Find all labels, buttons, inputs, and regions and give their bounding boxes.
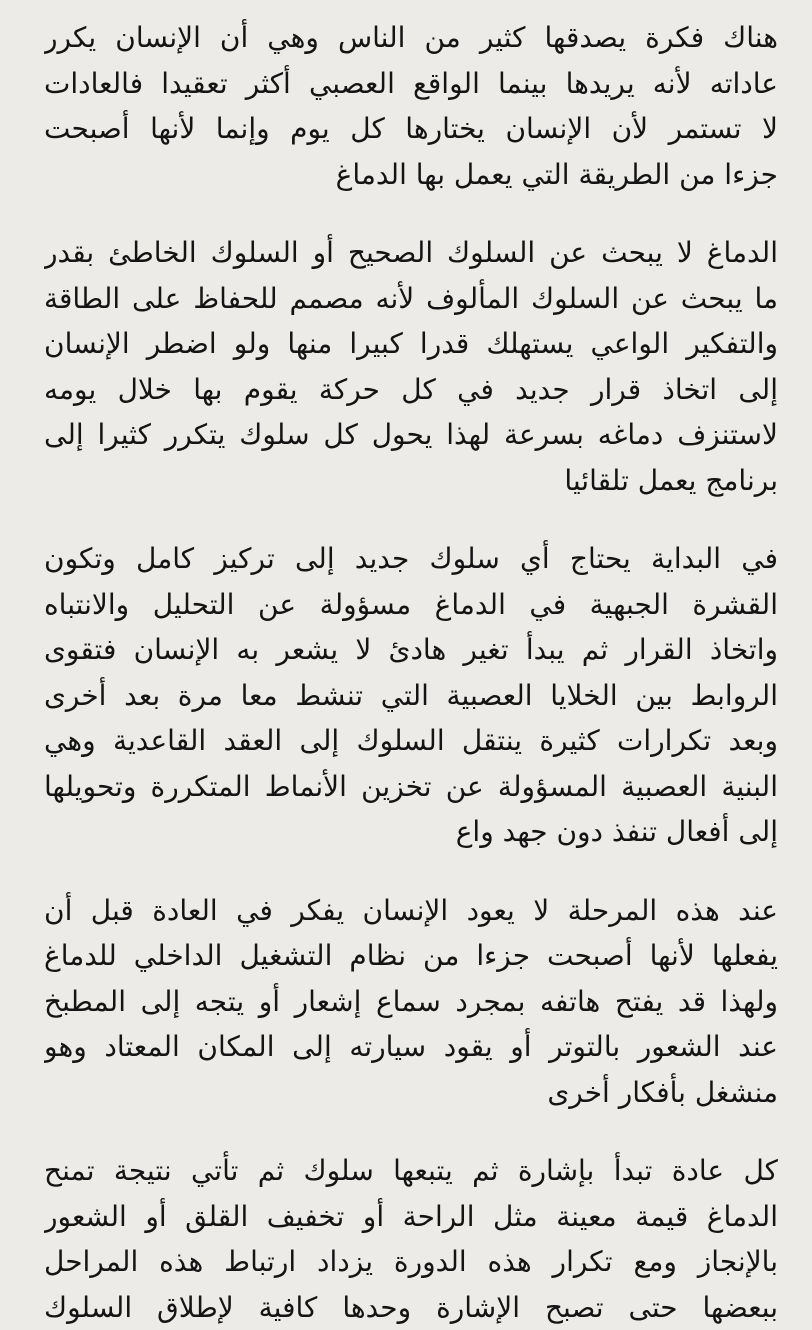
text-line: والتفكير الواعي يستهلك قدرا كبيرا منها ولو اضطر الإنسان <box>44 321 778 367</box>
paragraph-habit-loop <box>44 1148 778 1330</box>
paragraph-brain-familiar-behavior <box>44 230 778 503</box>
text-line: يفعلها لأنها أصبحت جزءا من نظام التشغيل الداخلي للدماغ <box>44 933 778 979</box>
paragraph-habits-belief <box>44 15 778 197</box>
text-line: لاستنزف دماغه بسرعة لهذا يحول كل سلوك يتكرر كثيرا إلى <box>44 412 778 458</box>
text-line: عند الشعور بالتوتر أو يقود سيارته إلى المكان المعتاد وهو <box>44 1024 778 1070</box>
text-line: ولهذا قد يفتح هاتفه بمجرد سماع إشعار أو يتجه إلى المطبخ <box>44 979 778 1025</box>
text-line: الدماغ قيمة معينة مثل الراحة أو تخفيف القلق أو الشعور <box>44 1194 778 1240</box>
text-line: الروابط بين الخلايا العصبية التي تنشط معا مرة بعد أخرى <box>44 673 778 719</box>
paragraph-automatic-habit-stage <box>44 888 778 1116</box>
paragraph-new-behavior-process <box>44 536 778 855</box>
text-line: إلى أفعال تنفذ دون جهد واع <box>44 809 778 855</box>
text-line: لا تستمر لأن الإنسان يختارها كل يوم وإنما لأنها أصبحت <box>44 106 778 152</box>
text-line: بالإنجاز ومع تكرار هذه الدورة يزداد ارتباط هذه المراحل <box>44 1239 778 1285</box>
text-line: القشرة الجبهية في الدماغ مسؤولة عن التحليل والانتباه <box>44 582 778 628</box>
text-line: الدماغ لا يبحث عن السلوك الصحيح أو السلوك الخاطئ بقدر <box>44 230 778 276</box>
text-line: برنامج يعمل تلقائيا <box>44 458 778 504</box>
text-line: ما يبحث عن السلوك المألوف لأنه مصمم للحفاظ على الطاقة <box>44 276 778 322</box>
text-line: منشغل بأفكار أخرى <box>44 1070 778 1116</box>
text-line: ببعضها حتى تصبح الإشارة وحدها كافية لإطلاق السلوك <box>44 1285 778 1330</box>
text-line: وبعد تكرارات كثيرة ينتقل السلوك إلى العقد القاعدية وهي <box>44 718 778 764</box>
text-line: واتخاذ القرار ثم يبدأ تغير هادئ لا يشعر به الإنسان فتقوى <box>44 627 778 673</box>
text-line: جزءا من الطريقة التي يعمل بها الدماغ <box>44 152 778 198</box>
text-line: في البداية يحتاج أي سلوك جديد إلى تركيز كامل وتكون <box>44 536 778 582</box>
text-line: هناك فكرة يصدقها كثير من الناس وهي أن الإنسان يكرر <box>44 15 778 61</box>
text-line: إلى اتخاذ قرار جديد في كل حركة يقوم بها خلال يومه <box>44 367 778 413</box>
text-line: البنية العصبية المسؤولة عن تخزين الأنماط المتكررة وتحويلها <box>44 764 778 810</box>
text-line: عاداته لأنه يريدها بينما الواقع العصبي أكثر تعقيدا فالعادات <box>44 61 778 107</box>
text-line: عند هذه المرحلة لا يعود الإنسان يفكر في العادة قبل أن <box>44 888 778 934</box>
text-line: كل عادة تبدأ بإشارة ثم يتبعها سلوك ثم تأتي نتيجة تمنح <box>44 1148 778 1194</box>
